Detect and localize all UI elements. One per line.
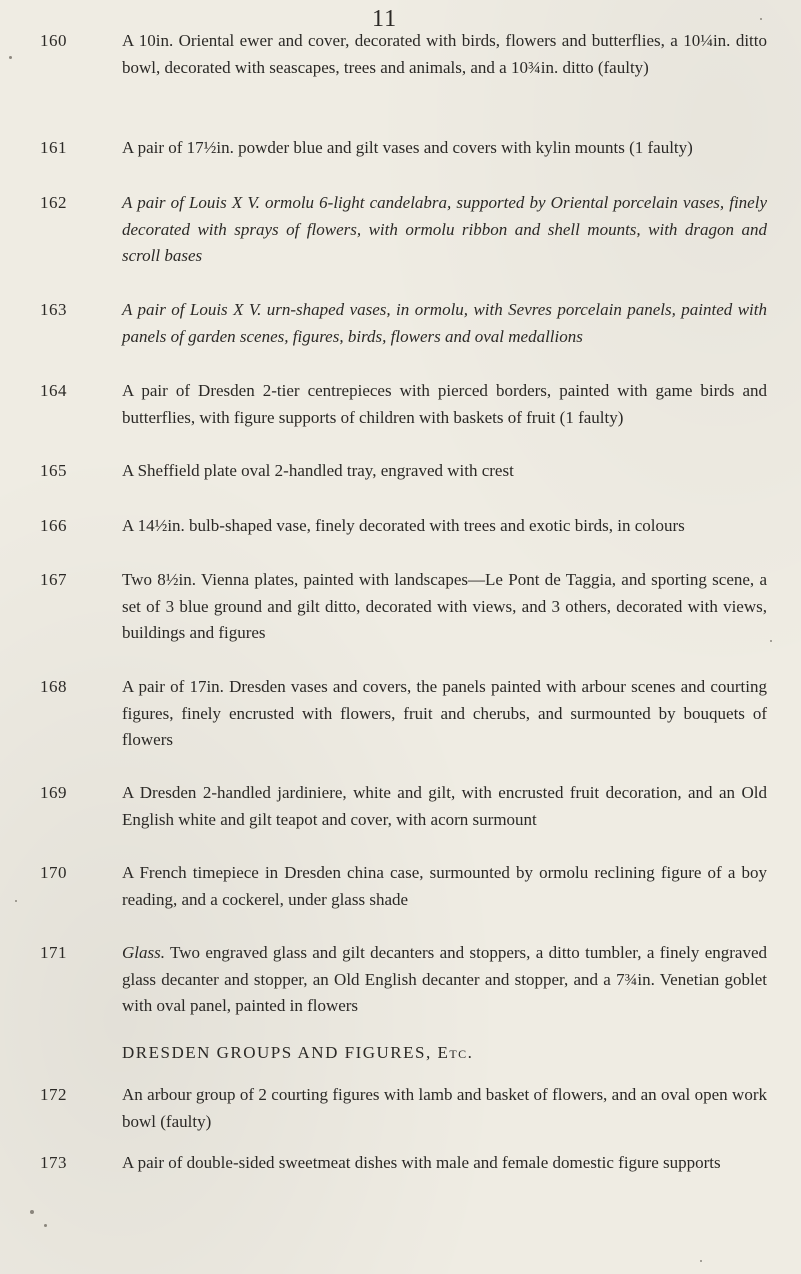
lot-description: A 10in. Oriental ewer and cover, decorated with birds, flowers and butterflies, a 10¼in. ditto bowl, decorated with seascapes, trees and animals, and a 10¾in. ditto (faulty) <box>122 31 767 77</box>
paper-speck <box>9 56 12 59</box>
lot-category-lead: Glass. <box>122 943 165 962</box>
lot-number: 169 <box>40 783 67 802</box>
section-heading <box>122 1038 772 1068</box>
lot-description: A Sheffield plate oval 2-handled tray, engraved with crest <box>122 461 514 480</box>
lot-description: A pair of Dresden 2-tier centrepieces with pierced borders, painted with game birds and butterflies, with figure supports of children with baskets of fruit (1 faulty) <box>122 381 767 427</box>
lot-description: Two 8½in. Vienna plates, painted with landscapes—Le Pont de Taggia, and sporting scene, a set of 3 blue ground and gilt ditto, decorated with views, and 3 others, decorated with views, buildings and figures <box>122 570 767 642</box>
lot-description: A French timepiece in Dresden china case, surmounted by ormolu reclining figure of a boy reading, and a cockerel, under glass shade <box>122 863 767 909</box>
lot-description: A pair of 17in. Dresden vases and covers, the panels painted with arbour scenes and courting figures, finely encrusted with flowers, fruit and cherubs, and surmounted by bouquets of flowers <box>122 677 767 749</box>
lot-number: 172 <box>40 1085 67 1104</box>
lot-description <box>122 940 767 1020</box>
paper-speck <box>15 900 17 902</box>
lot-number: 161 <box>40 138 67 157</box>
paper-speck <box>770 640 772 642</box>
paper-speck <box>760 18 762 20</box>
lot-number: 171 <box>40 943 67 962</box>
lot-number: 162 <box>40 193 67 212</box>
lot-number: 166 <box>40 516 67 535</box>
lot-description: A pair of double-sided sweetmeat dishes with male and female domestic figure supports <box>122 1153 721 1172</box>
lot-number: 170 <box>40 863 67 882</box>
lot-description: A pair of Louis X V. urn-shaped vases, in ormolu, with Sevres porcelain panels, painted with panels of garden scenes, figures, birds, flowers and oval medallions <box>122 300 767 346</box>
page-number: 11 <box>372 6 398 32</box>
section-heading-etc: Etc. <box>437 1043 474 1062</box>
lot-number: 160 <box>40 31 67 50</box>
section-heading-main: DRESDEN GROUPS AND FIGURES, <box>122 1043 432 1062</box>
lot-description: A pair of 17½in. powder blue and gilt vases and covers with kylin mounts (1 faulty) <box>122 138 693 157</box>
lot-description: A Dresden 2-handled jardiniere, white and gilt, with encrusted fruit decoration, and an Old English white and gilt teapot and cover, with acorn surmount <box>122 783 767 829</box>
paper-speck <box>30 1210 34 1214</box>
lot-number: 168 <box>40 677 67 696</box>
lot-description: A 14½in. bulb-shaped vase, finely decorated with trees and exotic birds, in colours <box>122 516 685 535</box>
paper-speck <box>44 1224 47 1227</box>
lot-number: 173 <box>40 1153 67 1172</box>
lot-description: An arbour group of 2 courting figures with lamb and basket of flowers, and an oval open work bowl (faulty) <box>122 1085 767 1131</box>
lot-description-text: Two engraved glass and gilt decanters and stoppers, a ditto tumbler, a finely engraved glass decanter and stopper, an Old English decanter and stopper, and a 7¾in. Venetian goblet with oval panel, painted in flowers <box>122 943 768 1015</box>
lot-number: 164 <box>40 381 67 400</box>
paper-speck <box>700 1260 702 1262</box>
lot-number: 163 <box>40 300 67 319</box>
lot-description: A pair of Louis X V. ormolu 6-light candelabra, supported by Oriental porcelain vases, finely decorated with sprays of flowers, with ormolu ribbon and shell mounts, with dragon and scroll bases <box>122 193 767 265</box>
lot-number: 165 <box>40 461 67 480</box>
lot-number: 167 <box>40 570 67 589</box>
